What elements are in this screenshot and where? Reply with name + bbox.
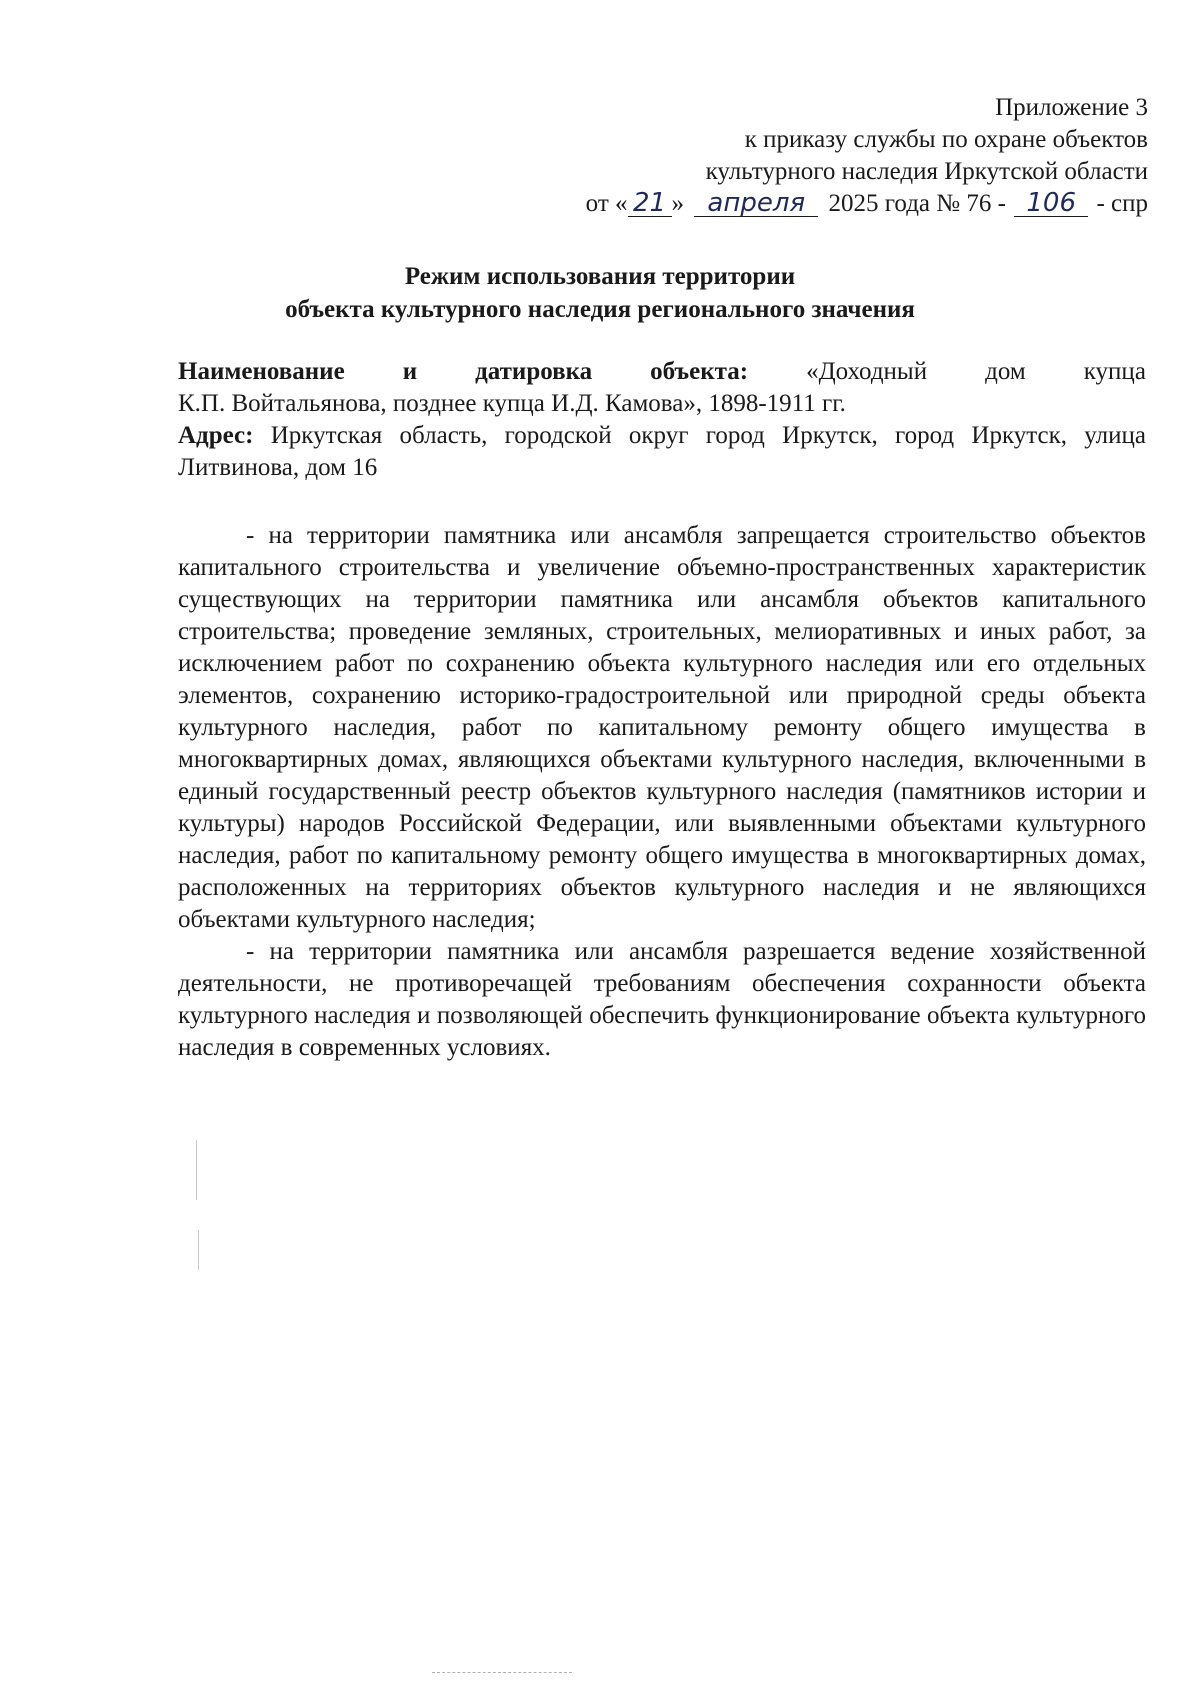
- title-line2: объекта культурного наследия регионального значения: [285, 296, 915, 323]
- appendix-header: [586, 92, 1148, 220]
- name-word-3: купца: [1083, 358, 1146, 385]
- scan-artifact: [198, 1230, 199, 1270]
- year-text: 2025 года № 76 -: [828, 190, 1006, 217]
- object-info: [178, 356, 1146, 484]
- title-line1: Режим использования территории: [404, 263, 796, 290]
- object-name-rest: К.П. Войтальянова, позднее купца И.Д. Камова», 1898-1911 гг.: [178, 390, 846, 417]
- handwritten-day: 21: [628, 190, 672, 217]
- name-label-word-1: Наименование: [178, 358, 345, 385]
- name-word-2: дом: [985, 358, 1026, 385]
- order-reference-line1: к приказу службы по охране объектов: [744, 126, 1148, 153]
- scan-artifact-bottom: [432, 1672, 572, 1674]
- name-label-word-2: и: [402, 358, 418, 385]
- day-suffix: »: [671, 190, 685, 217]
- appendix-number: Приложение 3: [995, 94, 1148, 121]
- scan-artifact: [196, 1140, 197, 1200]
- name-word-1: «Доходный: [806, 358, 928, 385]
- object-name-line: [178, 356, 1146, 388]
- handwritten-order-number: 106: [1014, 190, 1088, 217]
- name-label-word-4: объекта:: [650, 358, 749, 385]
- permission-paragraph: - на территории памятника или ансамбля разрешается ведение хозяйственной деятельности, не противоречащей требованиям обеспечения сохранности объекта культурного наследия и позволяющей обеспечить функционирование объекта культурного наследия в современных условиях.: [178, 938, 1146, 1061]
- handwritten-month: апреля: [694, 190, 818, 217]
- order-reference-line2: культурного наследия Иркутской области: [705, 158, 1148, 185]
- object-address: [178, 420, 1146, 484]
- regime-text: [178, 520, 1146, 1064]
- prohibition-paragraph: - на территории памятника или ансамбля запрещается строительство объектов капитального строительства и увеличение объемно-пространственных характеристик существующих на территории памятника или ансамбля объектов капитального строительства; проведение земляных, строительных, мелиоративных и иных работ, за исключением работ по сохранению объекта культурного наследия или его отдельных элементов, сохранению историко-градостроительной или природной среды объекта культурного наследия, работ по капитальному ремонту общего имущества в многоквартирных домах, являющихся объектами культурного наследия, включенными в единый государственный реестр объектов культурного наследия (памятников истории и культуры) народов Российской Федерации, или выявленными объектами культурного наследия, работ по капитальному ремонту общего имущества в многоквартирных домах, расположенных на территориях объектов культурного наследия и не являющихся объектами культурного наследия;: [178, 522, 1146, 933]
- name-label-word-3: датировка: [475, 358, 593, 385]
- address-value: Иркутская область, городской округ город Иркутск, город Иркутск, улица Литвинова, дом 16: [178, 422, 1147, 481]
- document-title: [0, 260, 1200, 326]
- address-label: Адрес:: [178, 422, 254, 449]
- order-date-line: [586, 188, 1148, 220]
- date-prefix: от «: [585, 190, 628, 217]
- order-suffix: - спр: [1096, 190, 1148, 217]
